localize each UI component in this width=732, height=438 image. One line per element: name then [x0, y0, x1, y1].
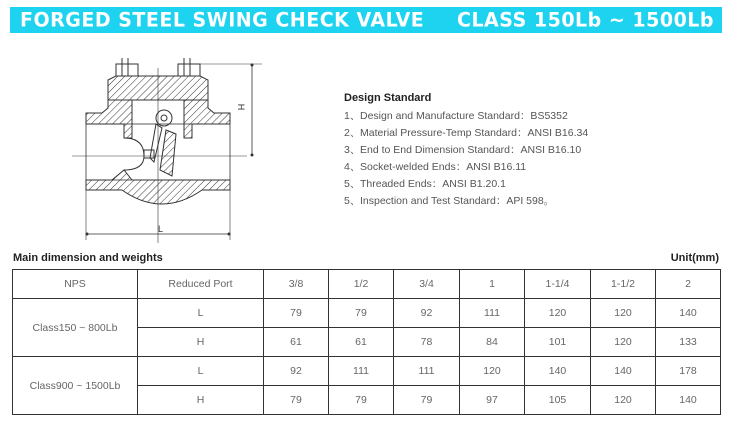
class-cell: Class900 ~ 1500Lb — [13, 357, 138, 415]
value-cell: 120 — [591, 386, 656, 415]
value-cell: 61 — [329, 328, 394, 357]
value-cell: 79 — [264, 299, 329, 328]
header-size: 1/2 — [329, 270, 394, 299]
design-standard-heading: Design Standard — [344, 92, 432, 104]
standard-item: 5、Inspection and Test Standard：API 598。 — [344, 195, 555, 207]
title-banner — [10, 7, 722, 33]
dimension-table — [12, 269, 721, 415]
header-size: 3/4 — [394, 270, 460, 299]
standard-item: 1、Design and Manufacture Standard：BS5352 — [344, 110, 568, 122]
value-cell: 140 — [591, 357, 656, 386]
design-standard-section — [344, 92, 588, 210]
table-unit: Unit(mm) — [670, 252, 719, 264]
value-cell: 140 — [525, 357, 591, 386]
product-title: FORGED STEEL SWING CHECK VALVE — [20, 8, 425, 32]
dim-cell: L — [138, 357, 264, 386]
value-cell: 140 — [656, 299, 721, 328]
value-cell: 133 — [656, 328, 721, 357]
valve-cross-section-drawing — [72, 58, 272, 248]
value-cell: 79 — [329, 386, 394, 415]
value-cell: 120 — [525, 299, 591, 328]
value-cell: 97 — [460, 386, 525, 415]
class-cell: Class150 ~ 800Lb — [13, 299, 138, 357]
header-nps: NPS — [13, 270, 138, 299]
standard-item: 5、Threaded Ends：ANSI B1.20.1 — [344, 178, 506, 190]
header-size: 1-1/2 — [591, 270, 656, 299]
table-title: Main dimension and weights — [13, 252, 163, 264]
value-cell: 111 — [394, 357, 460, 386]
header-size: 3/8 — [264, 270, 329, 299]
valve-drawing-icon — [72, 58, 272, 248]
design-standard-list — [344, 108, 588, 210]
value-cell: 111 — [460, 299, 525, 328]
value-cell: 78 — [394, 328, 460, 357]
value-cell: 79 — [329, 299, 394, 328]
value-cell: 92 — [264, 357, 329, 386]
dimension-label-l: L — [158, 224, 164, 234]
table-header-row — [13, 270, 721, 299]
value-cell: 140 — [656, 386, 721, 415]
header-port: Reduced Port — [138, 270, 264, 299]
value-cell: 111 — [329, 357, 394, 386]
dim-cell: H — [138, 328, 264, 357]
value-cell: 101 — [525, 328, 591, 357]
header-size: 1-1/4 — [525, 270, 591, 299]
class-range: CLASS 150Lb ~ 1500Lb — [457, 8, 714, 32]
value-cell: 92 — [394, 299, 460, 328]
value-cell: 79 — [394, 386, 460, 415]
dimension-label-h: H — [236, 103, 247, 111]
standard-item: 4、Socket-welded Ends：ANSI B16.11 — [344, 161, 527, 173]
value-cell: 120 — [591, 299, 656, 328]
table-row — [13, 357, 721, 386]
standard-item: 2、Material Pressure-Temp Standard：ANSI B16.34 — [344, 127, 589, 139]
value-cell: 61 — [264, 328, 329, 357]
value-cell: 120 — [460, 357, 525, 386]
header-size: 1 — [460, 270, 525, 299]
standard-item: 3、End to End Dimension Standard：ANSI B16.10 — [344, 144, 582, 156]
value-cell: 120 — [591, 328, 656, 357]
table-row — [13, 299, 721, 328]
header-size: 2 — [656, 270, 721, 299]
dim-cell: L — [138, 299, 264, 328]
value-cell: 79 — [264, 386, 329, 415]
value-cell: 105 — [525, 386, 591, 415]
value-cell: 84 — [460, 328, 525, 357]
value-cell: 178 — [656, 357, 721, 386]
dim-cell: H — [138, 386, 264, 415]
